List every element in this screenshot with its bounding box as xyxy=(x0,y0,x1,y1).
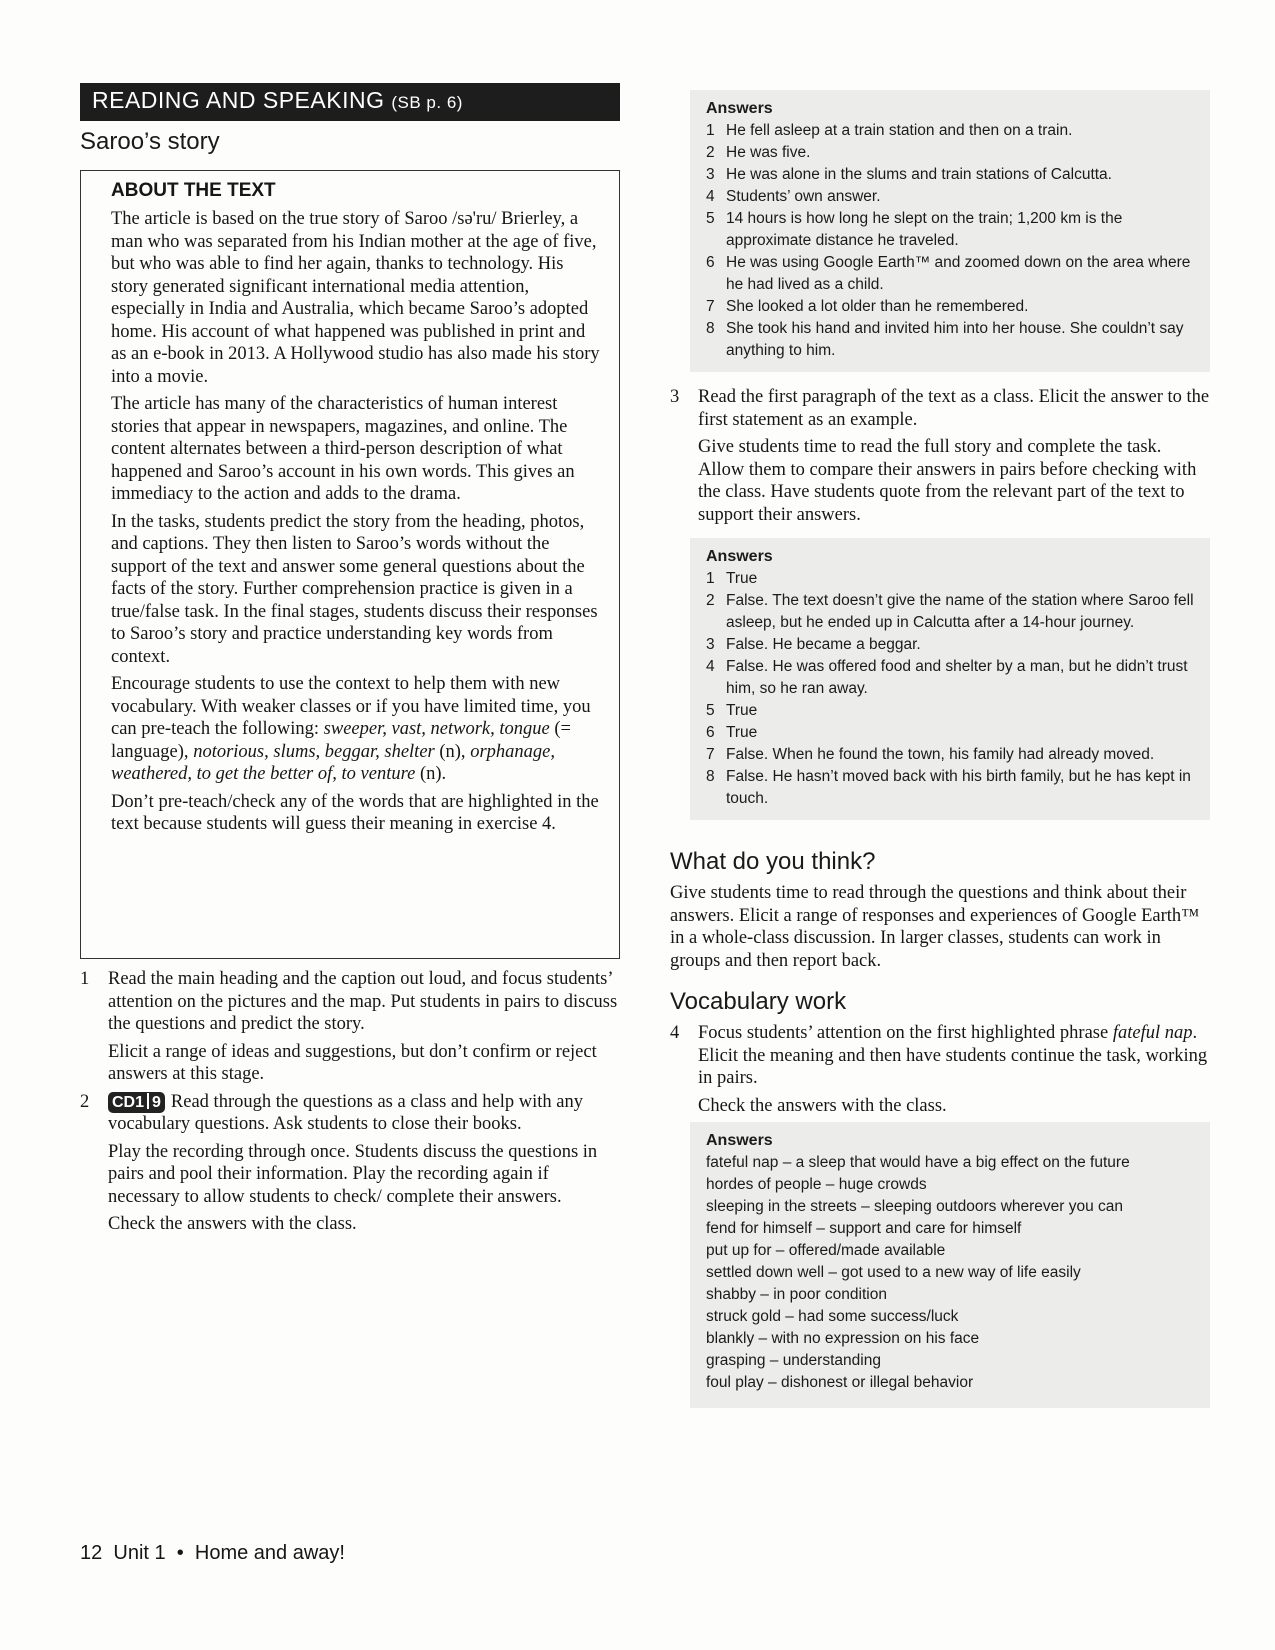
exercise-list-left xyxy=(80,968,620,1241)
answer-item xyxy=(706,744,1194,766)
answer-item xyxy=(706,120,1194,142)
answer-item xyxy=(706,142,1194,164)
exercise-3-paragraph-1: Read the first paragraph of the text as a class. Elicit the answer to the first statement as an example. xyxy=(698,387,1210,430)
answer-number: 4 xyxy=(706,658,715,675)
exercise-1-paragraph-1: Read the main heading and the caption out loud, and focus students’ attention on the pictures and the map. Put students in pairs to discuss the questions and predict the story. xyxy=(108,969,618,1034)
answer-text: True xyxy=(726,570,758,587)
answer-item xyxy=(706,568,1194,590)
exercise-number: 4 xyxy=(670,1023,680,1043)
answer-item xyxy=(706,722,1194,744)
answer-number: 2 xyxy=(706,144,715,161)
footer-bullet: • xyxy=(176,1542,184,1564)
answer-text: False. The text doesn’t give the name of the station where Saroo fell asleep, but he ended up in Calcutta after a 14-hour journey. xyxy=(726,592,1194,631)
answer-item xyxy=(706,208,1194,252)
about-the-text-box xyxy=(80,170,620,959)
answer-number: 8 xyxy=(706,768,715,785)
about-paragraph-3: In the tasks, students predict the story from the heading, photos, and captions. They then listen to Saroo’s words without the support of the text and answer some general questions about the facts of the story. Further comprehension practice is given in a true/false task. In the final stages, students discuss their responses to Saroo’s story and practice understanding key words from context. xyxy=(111,511,598,667)
answer-number: 2 xyxy=(706,592,715,609)
answers-title: Answers xyxy=(706,100,773,117)
about-paragraph-1: The article is based on the true story of Saroo /sə'ru/ Brierley, a man who was separated from his Indian mother at the age of five, but who was able to find her again, thanks to technology. His story generated significant international media attention, especially in India and Australia, which became Saroo’s adopted home. His account of what happened was published in print and as an e-book in 2013. A Hollywood studio has also made his story into a movie. xyxy=(111,209,600,387)
vocabulary-answer-line: settled down well – got used to a new way of life easily xyxy=(706,1264,1081,1281)
audio-track-badge: CD1 9 xyxy=(108,1092,165,1113)
exercise-2 xyxy=(80,1091,620,1236)
about-paragraph-2: The article has many of the characteristics of human interest stories that appear in newspapers, magazines, and online. The content alternates between a third-person description of what happened and Saroo’s account in his own words. This gives an immediacy to the action and adds to the drama. xyxy=(111,394,575,504)
unit-title: Home and away! xyxy=(194,1542,345,1564)
exercise-number: 2 xyxy=(80,1091,90,1112)
answer-number: 5 xyxy=(706,210,715,227)
section-banner xyxy=(80,83,620,121)
exercise-1-paragraph-2: Elicit a range of ideas and suggestions, but don’t confirm or reject answers at this stage. xyxy=(108,1041,597,1084)
answer-number: 6 xyxy=(706,254,715,271)
exercise-4-item xyxy=(670,1022,1210,1117)
answers-box-1 xyxy=(690,90,1210,372)
answer-item xyxy=(706,296,1194,318)
vocabulary-answers-list xyxy=(706,1152,1194,1394)
exercise-4 xyxy=(670,1022,1210,1122)
highlighted-phrase: fateful nap xyxy=(1112,1023,1193,1043)
exercise-2-paragraph-2: Play the recording through once. Students discuss the questions in pairs and pool their information. Play the recording again if necessary to allow students to check/ complete their answers. xyxy=(108,1141,598,1207)
exercise-3-item xyxy=(670,386,1210,526)
answer-item xyxy=(706,766,1194,810)
answer-text: He fell asleep at a train station and then on a train. xyxy=(726,122,1073,139)
what-do-you-think-heading: What do you think? xyxy=(670,848,876,875)
answer-number: 3 xyxy=(706,166,715,183)
story-heading: Saroo’s story xyxy=(80,128,220,155)
about-title: ABOUT THE TEXT xyxy=(111,180,276,201)
page-number: 12 xyxy=(80,1542,103,1564)
answer-text: False. He became a beggar. xyxy=(726,636,921,653)
vocabulary-answer-line: fateful nap – a sleep that would have a big effect on the future xyxy=(706,1154,1130,1171)
answer-item xyxy=(706,634,1194,656)
answer-item xyxy=(706,164,1194,186)
exercise-2-paragraph-3: Check the answers with the class. xyxy=(108,1214,357,1234)
answer-item xyxy=(706,700,1194,722)
answer-text: She looked a lot older than he remembered. xyxy=(726,298,1029,315)
answer-number: 7 xyxy=(706,746,715,763)
unit-label: Unit 1 xyxy=(113,1542,166,1564)
answer-item xyxy=(706,590,1194,634)
exercise-4-paragraph-1: Focus students’ attention on the first highlighted phrase fateful nap. Elicit the meaning and then have students continue the task, working in pairs. xyxy=(698,1023,1208,1088)
answer-number: 7 xyxy=(706,298,715,315)
vocabulary-answer-line: struck gold – had some success/luck xyxy=(706,1308,959,1325)
answer-number: 5 xyxy=(706,702,715,719)
section-title: READING AND SPEAKING xyxy=(92,87,385,113)
answer-text: False. He hasn’t moved back with his birth family, but he has kept in touch. xyxy=(726,768,1191,807)
vocabulary-answer-line: put up for – offered/made available xyxy=(706,1242,946,1259)
answer-number: 3 xyxy=(706,636,715,653)
vocabulary-answer-line: foul play – dishonest or illegal behavior xyxy=(706,1374,974,1391)
vocabulary-answer-line: sleeping in the streets – sleeping outdoors wherever you can xyxy=(706,1198,1124,1215)
answer-item xyxy=(706,186,1194,208)
pre-teach-words-1: sweeper, vast, network, tongue xyxy=(323,719,550,739)
answers-list xyxy=(706,568,1194,810)
answer-item xyxy=(706,656,1194,700)
answer-text: False. When he found the town, his family had already moved. xyxy=(726,746,1155,763)
answer-number: 6 xyxy=(706,724,715,741)
answer-text: True xyxy=(726,724,758,741)
pre-teach-words-3: orphanage, weathered, to get the better of, to venture xyxy=(111,741,555,784)
answer-item xyxy=(706,318,1194,362)
exercise-3-paragraph-2: Give students time to read the full story and complete the task. Allow them to compare their answers in pairs before checking with the class. Have students quote from the relevant part of the text to support their answers. xyxy=(698,437,1197,525)
answer-number: 4 xyxy=(706,188,715,205)
answer-text: She took his hand and invited him into her house. She couldn’t say anything to him. xyxy=(726,320,1184,359)
answer-text: He was using Google Earth™ and zoomed down on the area where he had lived as a child. xyxy=(726,254,1191,293)
answer-number: 8 xyxy=(706,320,715,337)
answer-number: 1 xyxy=(706,570,715,587)
page-footer xyxy=(80,1542,345,1565)
answers-list xyxy=(706,120,1194,362)
section-ref: (SB p. 6) xyxy=(391,93,463,112)
answers-box-2 xyxy=(690,538,1210,820)
exercise-1 xyxy=(80,968,620,1086)
vocabulary-answer-line: blankly – with no expression on his face xyxy=(706,1330,980,1347)
exercise-3 xyxy=(670,386,1210,531)
answer-number: 1 xyxy=(706,122,715,139)
answer-text: 14 hours is how long he slept on the train; 1,200 km is the approximate distance he traveled. xyxy=(726,210,1123,249)
answers-box-3 xyxy=(690,1122,1210,1408)
answer-text: False. He was offered food and shelter by a man, but he didn’t trust him, so he ran away. xyxy=(726,658,1188,697)
vocabulary-work-heading: Vocabulary work xyxy=(670,988,847,1015)
exercise-number: 3 xyxy=(670,387,680,407)
vocabulary-answer-line: fend for himself – support and care for himself xyxy=(706,1220,1022,1237)
answer-item xyxy=(706,252,1194,296)
exercise-2-paragraph-1: CD1 9 Read through the questions as a class and help with any vocabulary questions. Ask students to close their books. xyxy=(108,1091,583,1134)
vocabulary-answer-line: grasping – understanding xyxy=(706,1352,881,1369)
answers-title: Answers xyxy=(706,548,773,565)
vocabulary-answer-line: hordes of people – huge crowds xyxy=(706,1176,927,1193)
about-paragraph-5: Don’t pre-teach/check any of the words that are highlighted in the text because students will guess their meaning in exercise 4. xyxy=(111,791,599,834)
answer-text: He was alone in the slums and train stations of Calcutta. xyxy=(726,166,1112,183)
answer-text: True xyxy=(726,702,758,719)
pre-teach-words-2: notorious, slums, beggar, shelter xyxy=(193,741,435,762)
what-do-you-think-paragraph: Give students time to read through the questions and think about their answers. Elicit a range of responses and experiences of Google Earth™ in a whole-class discussion. In larger classes, students can work in groups and then report back. xyxy=(670,883,1200,971)
answer-text: He was five. xyxy=(726,144,811,161)
exercise-4-paragraph-2: Check the answers with the class. xyxy=(698,1095,947,1116)
vocabulary-answer-line: shabby – in poor condition xyxy=(706,1286,887,1303)
answers-title: Answers xyxy=(706,1132,773,1149)
exercise-number: 1 xyxy=(80,969,90,989)
about-paragraph-4: Encourage students to use the context to help them with new vocabulary. With weaker classes or if you have limited time, you can pre-teach the following: sweeper, vast, network, tongue (= language), notorious, slums, beggar, shelter (n), orphanage, weathered, to get the better of, to venture (n). xyxy=(111,674,591,784)
answer-text: Students’ own answer. xyxy=(726,188,881,205)
